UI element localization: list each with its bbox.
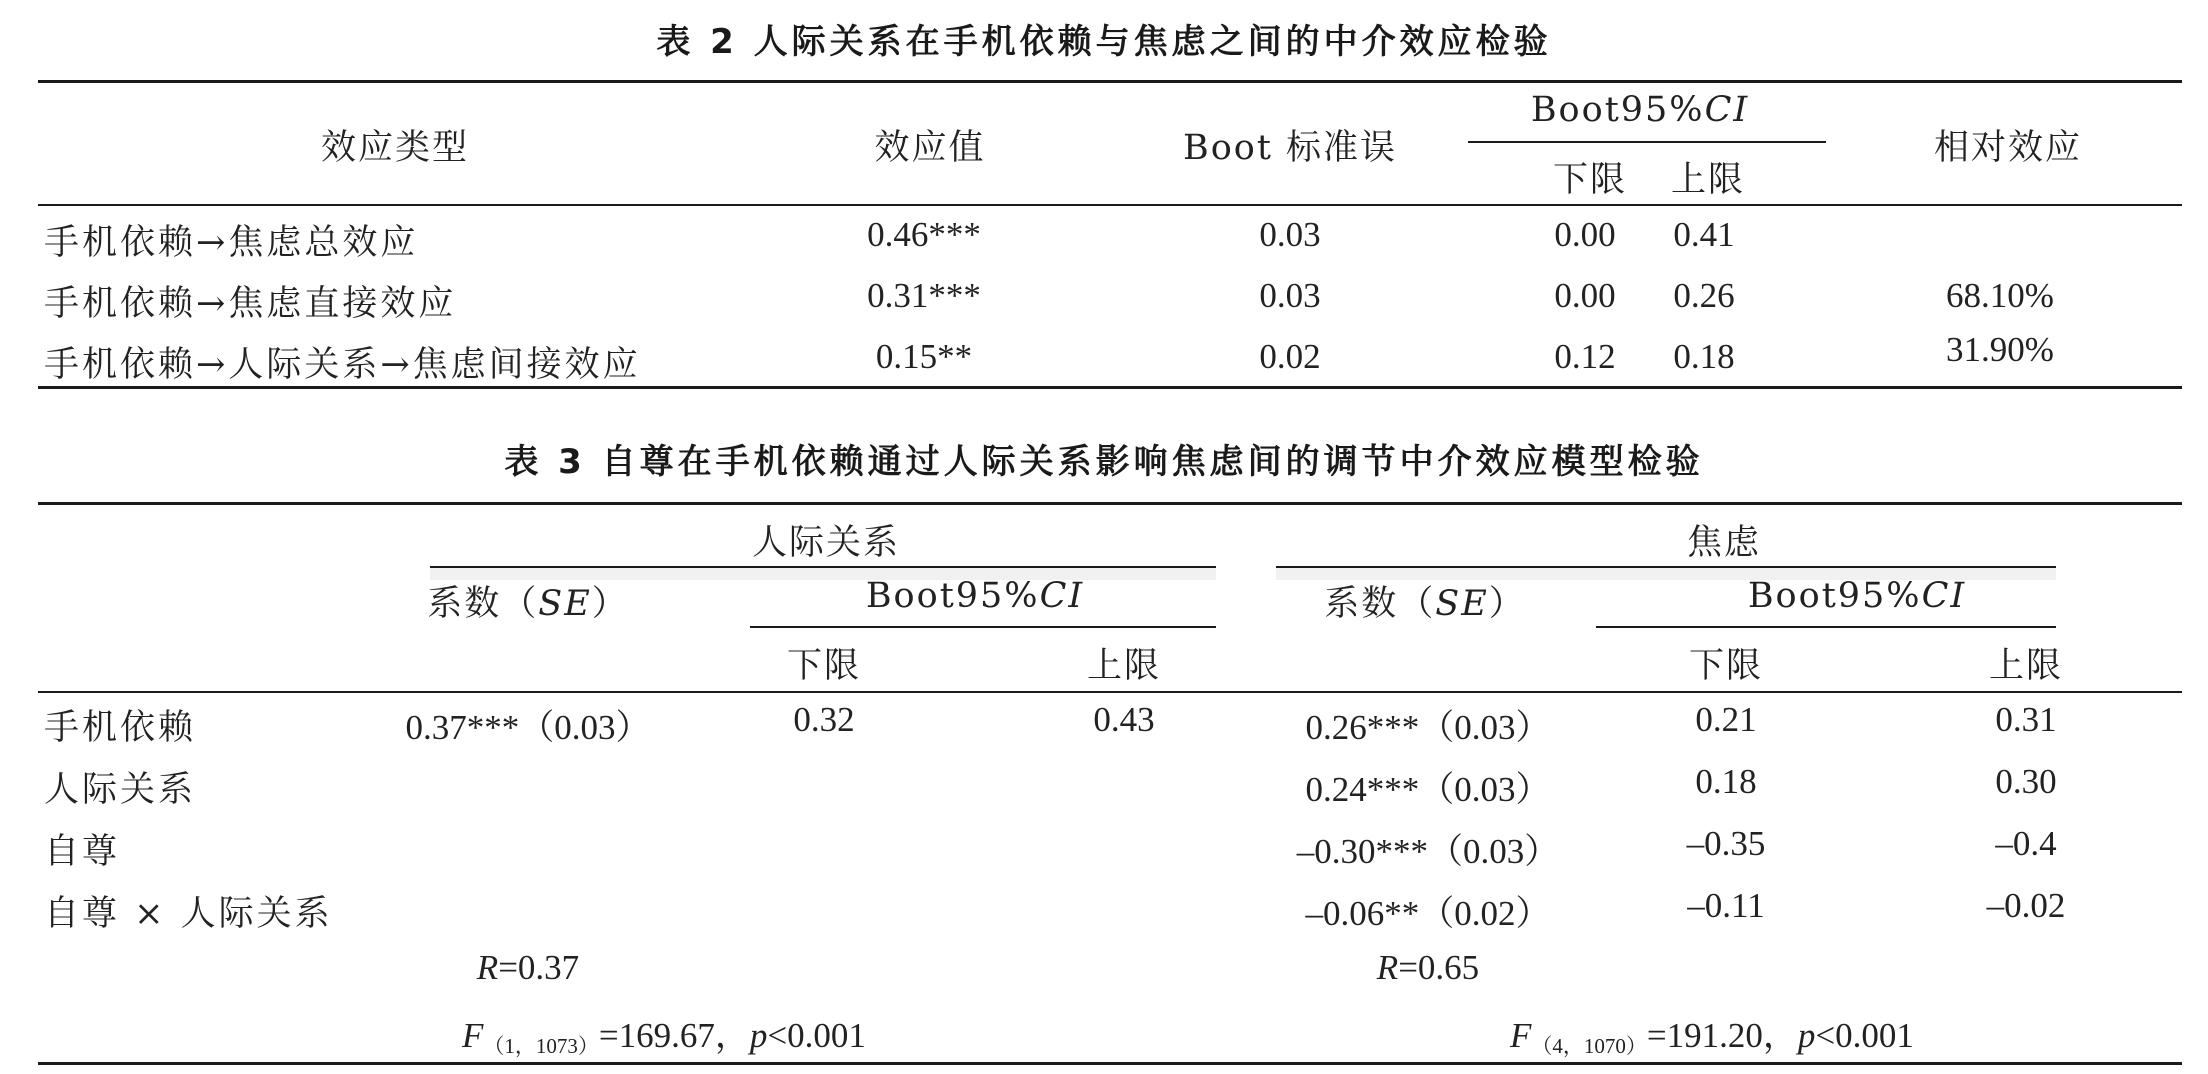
table3-row-right-lower: –0.35 bbox=[1686, 824, 1766, 863]
table2-row-value: 0.15** bbox=[875, 337, 973, 376]
table2-row-upper: 0.41 bbox=[1673, 215, 1735, 254]
table2-header-effect-value: 效应值 bbox=[874, 128, 986, 168]
table2-row-relative: 31.90% bbox=[1946, 330, 2054, 369]
table2-header-boot-ci: Boot95%CI bbox=[1530, 90, 1750, 130]
table3-right-f-stat: $F_{(4,1070)}=191.20$，p<0.001 bbox=[1510, 1016, 1914, 1058]
table2-row-lower: 0.00 bbox=[1554, 276, 1616, 315]
table3-group-left-rule bbox=[430, 566, 1216, 568]
table3-row-left-lower: 0.32 bbox=[793, 700, 855, 739]
table3-row-right-lower: –0.11 bbox=[1687, 886, 1765, 925]
table3-row-right-coef: 0.26***（0.03） bbox=[1305, 708, 1551, 747]
table2-row-upper: 0.18 bbox=[1673, 337, 1735, 376]
table2-header-rule bbox=[38, 204, 2182, 206]
table2-row-se: 0.03 bbox=[1259, 276, 1321, 315]
table3-left-r-stat: R=0.37 bbox=[476, 948, 580, 987]
table3-row-right-coef: –0.30***（0.03） bbox=[1296, 832, 1560, 871]
table3-row-label: 人际关系 bbox=[44, 770, 197, 810]
table3-left-f-stat: $F_{(1,1073)}=169.67$，p<0.001 bbox=[462, 1016, 866, 1058]
table2-row-upper: 0.26 bbox=[1673, 276, 1735, 315]
table3-left-coef-header: 系数（SE） bbox=[427, 584, 629, 624]
table2-row-value: 0.46*** bbox=[867, 215, 981, 254]
table3-left-lower-header: 下限 bbox=[786, 646, 862, 686]
table2-title: 表 2 人际关系在手机依赖与焦虑之间的中介效应检验 bbox=[656, 22, 1552, 62]
table2-header-upper: 上限 bbox=[1670, 160, 1746, 200]
table3-row-right-coef: –0.06**（0.02） bbox=[1305, 894, 1551, 933]
table3-row-right-upper: 0.30 bbox=[1995, 762, 2057, 801]
table3-row-label: 自尊 × 人际关系 bbox=[44, 894, 333, 934]
table3-bottom-rule bbox=[38, 1062, 2182, 1065]
table3-row-label: 手机依赖 bbox=[44, 708, 197, 748]
table3-right-ci-header: Boot95%CI bbox=[1747, 576, 1967, 616]
table3-group-left: 人际关系 bbox=[751, 523, 901, 563]
table3-title: 表 3 自尊在手机依赖通过人际关系影响焦虑间的调节中介效应模型检验 bbox=[504, 442, 1704, 482]
table3-row-right-upper: –0.02 bbox=[1986, 886, 2066, 925]
table3-right-ci-rule bbox=[1596, 626, 2056, 628]
table2-row-se: 0.03 bbox=[1259, 215, 1321, 254]
table3-right-upper-header: 上限 bbox=[1988, 646, 2064, 686]
table3-row-left-upper: 0.43 bbox=[1093, 700, 1155, 739]
table3-row-right-upper: 0.31 bbox=[1995, 700, 2057, 739]
table3-row-right-upper: –0.4 bbox=[1995, 824, 2057, 863]
table3-row-right-lower: 0.21 bbox=[1695, 700, 1757, 739]
table3-row-left-coef: 0.37***（0.03） bbox=[405, 708, 651, 747]
table3-right-r-stat: R=0.65 bbox=[1376, 948, 1480, 987]
table2-row-value: 0.31*** bbox=[867, 276, 981, 315]
table2-top-rule bbox=[38, 80, 2182, 83]
table3-left-ci-header: Boot95%CI bbox=[865, 576, 1085, 616]
table2-header-lower: 下限 bbox=[1552, 160, 1628, 200]
table2-row-relative: 68.10% bbox=[1946, 276, 2054, 315]
table2-row-label: 手机依赖→人际关系→焦虑间接效应 bbox=[44, 345, 641, 385]
table2-row-label: 手机依赖→焦虑直接效应 bbox=[44, 284, 457, 324]
table3-row-right-coef: 0.24***（0.03） bbox=[1305, 770, 1551, 809]
table3-top-rule bbox=[38, 502, 2182, 505]
table2-ci-rule bbox=[1468, 141, 1826, 143]
table2-header-relative: 相对效应 bbox=[1933, 128, 2083, 168]
table3-row-label: 自尊 bbox=[44, 832, 121, 872]
table2-row-lower: 0.00 bbox=[1554, 215, 1616, 254]
table2-row-lower: 0.12 bbox=[1554, 337, 1616, 376]
table3-group-right-rule bbox=[1276, 566, 2056, 568]
table2-header-boot-se: Boot 标准误 bbox=[1182, 128, 1398, 168]
table3-right-coef-header: 系数（SE） bbox=[1324, 584, 1526, 624]
table2-row-se: 0.02 bbox=[1259, 337, 1321, 376]
table3-left-upper-header: 上限 bbox=[1086, 646, 1162, 686]
table3-left-ci-rule bbox=[750, 626, 1216, 628]
table3-group-right: 焦虑 bbox=[1686, 523, 1762, 563]
table3-row-right-lower: 0.18 bbox=[1695, 762, 1757, 801]
table2-row-label: 手机依赖→焦虑总效应 bbox=[44, 223, 419, 263]
table2-header-effect-type: 效应类型 bbox=[320, 128, 470, 168]
table2-bottom-rule bbox=[38, 386, 2182, 389]
table3-right-lower-header: 下限 bbox=[1688, 646, 1764, 686]
table3-header-rule bbox=[38, 691, 2182, 693]
